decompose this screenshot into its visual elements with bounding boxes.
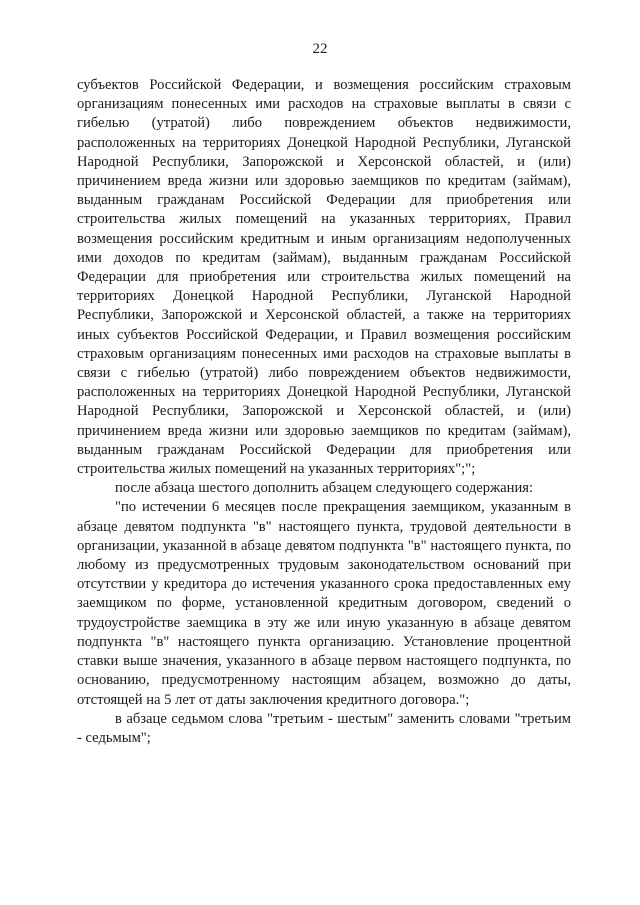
paragraph-continuation: субъектов Российской Федерации, и возмещения российским страховым организациям понесенных ими расходов на страховые выплаты в связи с гибелью (утратой) либо повреждением объектов недвижимости, расположенных на территориях Донецкой Народной Республики, Луганской Народной Республики, Запорожской и Херсонской областей, и (или) причинением вреда жизни или здоровью заемщиков по кредитам (займам), выданным гражданам Российской Федерации для приобретения или строительства жилых помещений на указанных территориях, Правил возмещения российским кредитным и иным организациям недополученных ими доходов по кредитам (займам), выданным гражданам Российской Федерации для приобретения или строительства жилых помещений на территориях Донецкой Народной Республики, Луганской Народной Республики, Запорожской и Херсонской областей, а также на территориях иных субъектов Российской Федерации, и Правил возмещения российским страховым организациям понесенных ими расходов на страховые выплаты в связи с гибелью (утратой) либо повреждением объектов недвижимости, расположенных на территориях Донецкой Народной Республики, Луганской Народной Республики, Запорожской и Херсонской областей, и (или) причинением вреда жизни или здоровью заемщиков по кредитам (займам), выданным гражданам Российской Федерации для приобретения или строительства жилых помещений на указанных территориях";"; (77, 77, 571, 478)
page-number: 22 (312, 41, 328, 57)
document-body (77, 76, 571, 748)
paragraph-insert-instruction: после абзаца шестого дополнить абзацем следующего содержания: (115, 480, 534, 497)
paragraph-new-clause: "по истечении 6 месяцев после прекращения заемщиком, указанным в абзаце девятом подпункта "в" настоящего пункта, трудовой деятельности в организации, указанной в абзаце девятом подпункта "в" настоящего пункта, по любому из предусмотренных трудовым законодательством оснований при отсутствии у кредитора до истечения указанного срока предоставленных ему заемщиком по форме, установленной кредитным договором, сведений о трудоустройстве заемщика в эту же или иную указанную в абзаце девятом подпункта "в" настоящего пункта организацию. Установление процентной ставки выше значения, указанного в абзаце первом настоящего подпункта, по основанию, предусмотренному настоящим абзацем, возможно до даты, отстоящей на 5 лет от даты заключения кредитного договора."; (77, 499, 571, 708)
paragraph-replace-instruction: в абзаце седьмом слова "третьим - шестым" заменить словами "третьим - седьмым"; (77, 710, 571, 746)
